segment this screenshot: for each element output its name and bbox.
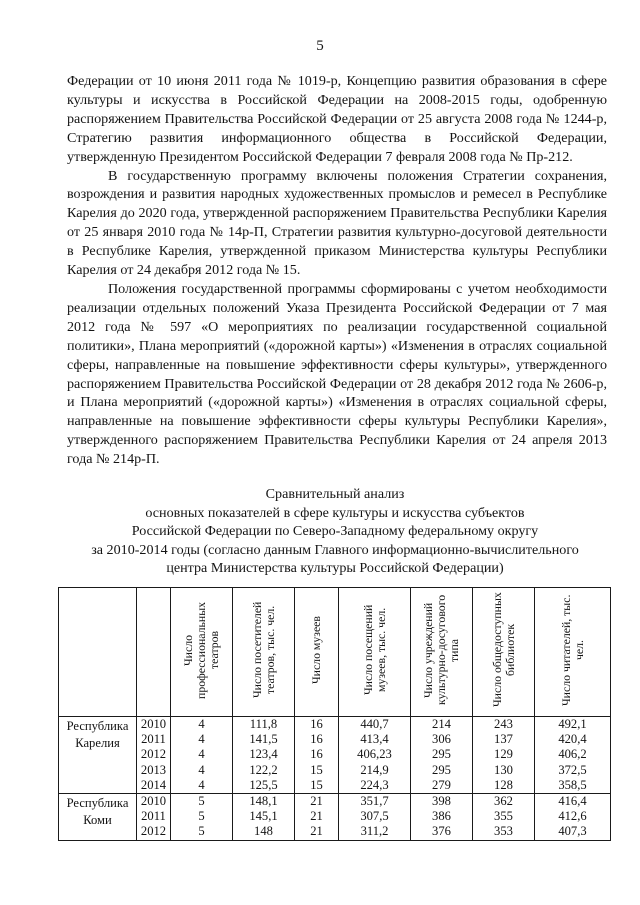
value-cell: 407,3 bbox=[535, 824, 611, 840]
value-cell: 145,1 bbox=[233, 809, 295, 824]
page-number: 5 bbox=[316, 38, 324, 54]
value-cell: 125,5 bbox=[233, 778, 295, 794]
header-cell: Число читателей, тыс. чел. bbox=[535, 588, 611, 717]
value-cell: 15 bbox=[295, 763, 339, 778]
value-cell: 128 bbox=[473, 778, 535, 794]
value-cell: 376 bbox=[411, 824, 473, 840]
value-cell: 355 bbox=[473, 809, 535, 824]
value-cell: 214 bbox=[411, 717, 473, 733]
value-cell: 4 bbox=[171, 717, 233, 733]
year-cell: 2014 bbox=[137, 778, 171, 794]
value-cell: 362 bbox=[473, 794, 535, 810]
table-row bbox=[59, 809, 611, 824]
value-cell: 21 bbox=[295, 794, 339, 810]
value-cell: 386 bbox=[411, 809, 473, 824]
paragraph-3: Положения государственной программы сформированы с учетом необходимости реализации отдельных положений Указа Президента Российской Федерации от 7 мая 2012 года № 597 «О мероприятиях по реализации государственной социальной политики», Плана мероприятий («дорожной карты») «Изменения в отраслях социальной сферы, направленные на повышение эффективности сферы культуры», утвержденного распоряжением Правительства Российской Федерации от 28 декабря 2012 года № 2606-р, и Плана мероприятий («дорожной карты») «Изменения в отраслях социальной сферы, направленные на повышение эффективности сферы культуры Республики Карелия», утвержденного распоряжением Правительства Республики Карелия от 24 апреля 2013 года № 214р-П. bbox=[67, 280, 607, 468]
value-cell: 141,5 bbox=[233, 732, 295, 747]
header-cell: Число посещений музеев, тыс. чел. bbox=[339, 588, 411, 717]
value-cell: 148 bbox=[233, 824, 295, 840]
value-cell: 224,3 bbox=[339, 778, 411, 794]
value-cell: 4 bbox=[171, 747, 233, 762]
value-cell: 129 bbox=[473, 747, 535, 762]
header-cell bbox=[59, 588, 137, 717]
value-cell: 21 bbox=[295, 809, 339, 824]
header-cell: Число учреждений культурно-досугового типа bbox=[411, 588, 473, 717]
value-cell: 420,4 bbox=[535, 732, 611, 747]
header-cell: Число посетителей театров, тыс. чел. bbox=[233, 588, 295, 717]
year-cell: 2012 bbox=[137, 824, 171, 840]
paragraph-2: В государственную программу включены положения Стратегии сохранения, возрождения и развития народных художественных промыслов и ремесел в Республике Карелия до 2020 года, утвержденной распоряжением Правительства Республики Карелия от 25 января 2010 года № 14р-П, Стратегии развития культурно-досуговой деятельности в Республике Карелия, утвержденной приказом Министерства культуры Республики Карелия от 24 декабря 2012 года № 15. bbox=[67, 167, 607, 279]
value-cell: 306 bbox=[411, 732, 473, 747]
comparison-table bbox=[58, 587, 611, 841]
value-cell: 416,4 bbox=[535, 794, 611, 810]
value-cell: 372,5 bbox=[535, 763, 611, 778]
region-name-line: Республика bbox=[66, 796, 129, 811]
value-cell: 4 bbox=[171, 778, 233, 794]
analysis-heading bbox=[60, 485, 610, 578]
value-cell: 16 bbox=[295, 717, 339, 733]
heading-line: центра Министерства культуры Российской Федерации) bbox=[166, 560, 504, 577]
table-row bbox=[59, 763, 611, 778]
paragraph-1: Федерации от 10 июня 2011 года № 1019-р, Концепцию развития образования в сфере культуры и искусства в Российской Федерации на 2008-2015 годы, одобренную распоряжением Правительства Российской Федерации от 25 августа 2008 года № 1244-р, Стратегию развития информационного общества в Российской Федерации, утвержденную Президентом Российской Федерации 7 февраля 2008 года № Пр-212. bbox=[67, 73, 607, 165]
region-name-line: Республика bbox=[66, 719, 129, 733]
value-cell: 148,1 bbox=[233, 794, 295, 810]
value-cell: 351,7 bbox=[339, 794, 411, 810]
value-cell: 398 bbox=[411, 794, 473, 810]
value-cell: 440,7 bbox=[339, 717, 411, 733]
value-cell: 353 bbox=[473, 824, 535, 840]
year-cell: 2010 bbox=[137, 717, 171, 733]
value-cell: 412,6 bbox=[535, 809, 611, 824]
heading-line: за 2010-2014 годы (согласно данным Главного информационно-вычислительного bbox=[91, 541, 579, 558]
table-row bbox=[59, 732, 611, 747]
value-cell: 311,2 bbox=[339, 824, 411, 840]
heading-line: основных показателей в сфере культуры и искусства субъектов bbox=[145, 504, 525, 521]
value-cell: 137 bbox=[473, 732, 535, 747]
value-cell: 413,4 bbox=[339, 732, 411, 747]
value-cell: 5 bbox=[171, 794, 233, 810]
value-cell: 16 bbox=[295, 747, 339, 762]
value-cell: 15 bbox=[295, 778, 339, 794]
year-cell: 2011 bbox=[137, 809, 171, 824]
table-row bbox=[59, 747, 611, 762]
table-row bbox=[59, 717, 611, 733]
header-cell: Число профессиональных театров bbox=[171, 588, 233, 717]
region-name-line: Коми bbox=[83, 813, 112, 828]
year-cell: 2013 bbox=[137, 763, 171, 778]
table-row bbox=[59, 824, 611, 840]
value-cell: 307,5 bbox=[339, 809, 411, 824]
table-row bbox=[59, 778, 611, 794]
value-cell: 16 bbox=[295, 732, 339, 747]
table-header-row bbox=[59, 588, 611, 717]
table-row bbox=[59, 794, 611, 810]
value-cell: 295 bbox=[411, 763, 473, 778]
value-cell: 279 bbox=[411, 778, 473, 794]
value-cell: 123,4 bbox=[233, 747, 295, 762]
body-text bbox=[67, 72, 607, 469]
table-body bbox=[59, 717, 611, 841]
value-cell: 111,8 bbox=[233, 717, 295, 733]
value-cell: 4 bbox=[171, 732, 233, 747]
value-cell: 5 bbox=[171, 824, 233, 840]
value-cell: 4 bbox=[171, 763, 233, 778]
header-cell: Число музеев bbox=[295, 588, 339, 717]
header-cell bbox=[137, 588, 171, 717]
value-cell: 122,2 bbox=[233, 763, 295, 778]
year-cell: 2012 bbox=[137, 747, 171, 762]
value-cell: 243 bbox=[473, 717, 535, 733]
value-cell: 295 bbox=[411, 747, 473, 762]
year-cell: 2010 bbox=[137, 794, 171, 810]
value-cell: 406,23 bbox=[339, 747, 411, 762]
value-cell: 5 bbox=[171, 809, 233, 824]
heading-line: Российской Федерации по Северо-Западному федеральному округу bbox=[131, 523, 539, 540]
value-cell: 492,1 bbox=[535, 717, 611, 733]
value-cell: 130 bbox=[473, 763, 535, 778]
year-cell: 2011 bbox=[137, 732, 171, 747]
region-cell bbox=[59, 794, 137, 841]
region-name-line: Карелия bbox=[75, 736, 120, 750]
value-cell: 21 bbox=[295, 824, 339, 840]
header-cell: Число общедоступных библиотек bbox=[473, 588, 535, 717]
value-cell: 406,2 bbox=[535, 747, 611, 762]
region-cell bbox=[59, 717, 137, 794]
value-cell: 214,9 bbox=[339, 763, 411, 778]
value-cell: 358,5 bbox=[535, 778, 611, 794]
heading-title: Сравнительный анализ bbox=[265, 486, 405, 502]
